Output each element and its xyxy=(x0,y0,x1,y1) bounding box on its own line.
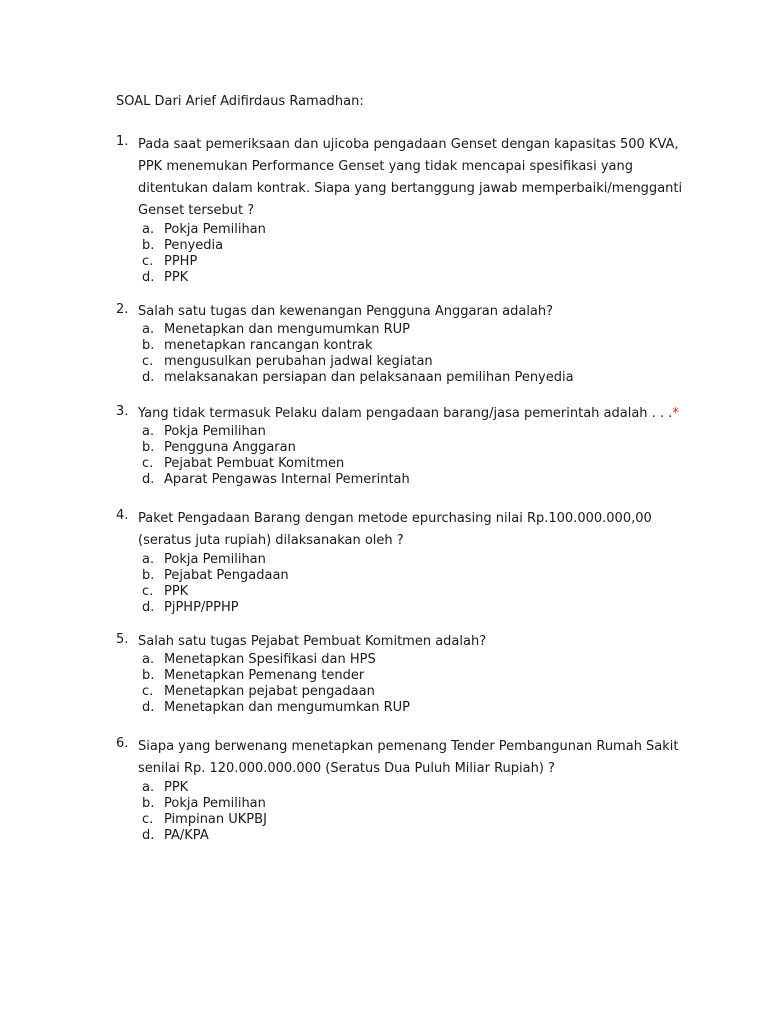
answer-option xyxy=(142,812,676,828)
option-text: Pokja Pemilihan xyxy=(164,424,266,439)
question-text-line xyxy=(138,404,679,424)
question-stem xyxy=(116,134,683,222)
answer-option xyxy=(142,652,676,668)
option-text: PPHP xyxy=(164,254,198,269)
option-text: melaksanakan persiapan dan pelaksanaan pemilihan Penyedia xyxy=(164,370,574,385)
option-text: Menetapkan dan mengumumkan RUP xyxy=(164,322,410,337)
answer-option xyxy=(142,254,676,270)
option-text: Pimpinan UKPBJ xyxy=(164,812,267,827)
document-heading: SOAL Dari Arief Adifirdaus Ramadhan: xyxy=(116,94,364,109)
option-text: PPK xyxy=(164,270,189,285)
question-3 xyxy=(116,404,679,488)
answer-option xyxy=(142,456,676,472)
answer-option xyxy=(142,668,676,684)
question-text-line: (seratus juta rupiah) dilaksanakan oleh ? xyxy=(138,533,404,548)
answer-options xyxy=(116,322,676,386)
question-number: 5. xyxy=(116,632,129,647)
option-text: Pejabat Pengadaan xyxy=(164,568,289,583)
answer-option xyxy=(142,370,676,386)
answer-option xyxy=(142,338,676,354)
option-text: Menetapkan dan mengumumkan RUP xyxy=(164,700,410,715)
option-text: Pokja Pemilihan xyxy=(164,222,266,237)
question-text-line: PPK menemukan Performance Genset yang tidak mencapai spesifikasi yang xyxy=(138,159,633,174)
question-2 xyxy=(116,302,676,386)
answer-options xyxy=(116,780,676,844)
option-text: Menetapkan pejabat pengadaan xyxy=(164,684,375,699)
answer-options xyxy=(116,652,676,716)
option-text: Menetapkan Spesifikasi dan HPS xyxy=(164,652,376,667)
question-6 xyxy=(116,736,679,844)
answer-option xyxy=(142,568,676,584)
answer-option xyxy=(142,322,676,338)
question-4 xyxy=(116,508,676,616)
option-letter: b. xyxy=(142,568,155,583)
question-number: 4. xyxy=(116,508,129,523)
question-text: Yang tidak termasuk Pelaku dalam pengadaan barang/jasa pemerintah adalah . . . xyxy=(138,406,673,421)
question-stem xyxy=(116,302,676,322)
option-letter: a. xyxy=(142,552,155,567)
option-letter: b. xyxy=(142,338,155,353)
answer-option xyxy=(142,796,676,812)
option-letter: b. xyxy=(142,796,155,811)
answer-options xyxy=(116,552,676,616)
option-letter: d. xyxy=(142,370,155,385)
question-stem xyxy=(116,736,679,780)
answer-option xyxy=(142,354,676,370)
question-text-line: ditentukan dalam kontrak. Siapa yang bertanggung jawab memperbaiki/mengganti xyxy=(138,181,683,196)
question-text-line: Salah satu tugas dan kewenangan Pengguna Anggaran adalah? xyxy=(138,304,554,319)
question-text-line: Salah satu tugas Pejabat Pembuat Komitmen adalah? xyxy=(138,634,487,649)
required-marker: * xyxy=(672,406,679,421)
question-text-line: Siapa yang berwenang menetapkan pemenang Tender Pembangunan Rumah Sakit xyxy=(138,739,679,754)
option-text: Aparat Pengawas Internal Pemerintah xyxy=(164,472,410,487)
option-text: PjPHP/PPHP xyxy=(164,600,239,615)
option-letter: a. xyxy=(142,424,155,439)
option-letter: a. xyxy=(142,780,155,795)
option-letter: c. xyxy=(142,254,154,269)
answer-options xyxy=(116,222,676,286)
option-text: menetapkan rancangan kontrak xyxy=(164,338,373,353)
answer-option xyxy=(142,440,676,456)
option-text: Menetapkan Pemenang tender xyxy=(164,668,365,683)
option-letter: b. xyxy=(142,440,155,455)
option-letter: d. xyxy=(142,828,155,843)
answer-options xyxy=(116,424,676,488)
answer-option xyxy=(142,472,676,488)
option-letter: d. xyxy=(142,472,155,487)
option-letter: c. xyxy=(142,812,154,827)
option-letter: c. xyxy=(142,456,154,471)
option-letter: a. xyxy=(142,652,155,667)
option-letter: b. xyxy=(142,668,155,683)
option-letter: d. xyxy=(142,270,155,285)
option-text: PPK xyxy=(164,780,189,795)
option-text: Pejabat Pembuat Komitmen xyxy=(164,456,345,471)
option-letter: a. xyxy=(142,222,155,237)
option-letter: a. xyxy=(142,322,155,337)
question-stem xyxy=(116,508,676,552)
question-text-line: Paket Pengadaan Barang dengan metode epurchasing nilai Rp.100.000.000,00 xyxy=(138,511,652,526)
question-stem xyxy=(116,404,679,424)
question-text-line: senilai Rp. 120.000.000.000 (Seratus Dua Puluh Miliar Rupiah) ? xyxy=(138,761,555,776)
answer-option xyxy=(142,780,676,796)
answer-option xyxy=(142,424,676,440)
answer-option xyxy=(142,828,676,844)
question-number: 6. xyxy=(116,736,129,751)
answer-option xyxy=(142,270,676,286)
option-text: mengusulkan perubahan jadwal kegiatan xyxy=(164,354,433,369)
question-number: 1. xyxy=(116,134,129,149)
option-letter: d. xyxy=(142,600,155,615)
question-number: 3. xyxy=(116,404,129,419)
option-text: Pokja Pemilihan xyxy=(164,552,266,567)
answer-option xyxy=(142,584,676,600)
option-text: Pengguna Anggaran xyxy=(164,440,296,455)
question-number: 2. xyxy=(116,302,129,317)
option-letter: c. xyxy=(142,584,154,599)
option-text: PA/KPA xyxy=(164,828,209,843)
option-text: Pokja Pemilihan xyxy=(164,796,266,811)
option-text: PPK xyxy=(164,584,189,599)
answer-option xyxy=(142,238,676,254)
option-letter: b. xyxy=(142,238,155,253)
answer-option xyxy=(142,684,676,700)
answer-option xyxy=(142,700,676,716)
question-text-line: Pada saat pemeriksaan dan ujicoba pengadaan Genset dengan kapasitas 500 KVA, xyxy=(138,137,679,152)
answer-option xyxy=(142,600,676,616)
question-5 xyxy=(116,632,676,716)
answer-option xyxy=(142,552,676,568)
option-letter: c. xyxy=(142,684,154,699)
answer-option xyxy=(142,222,676,238)
option-text: Penyedia xyxy=(164,238,224,253)
question-text-line: Genset tersebut ? xyxy=(138,203,255,218)
question-stem xyxy=(116,632,676,652)
option-letter: d. xyxy=(142,700,155,715)
option-letter: c. xyxy=(142,354,154,369)
question-1 xyxy=(116,134,683,286)
